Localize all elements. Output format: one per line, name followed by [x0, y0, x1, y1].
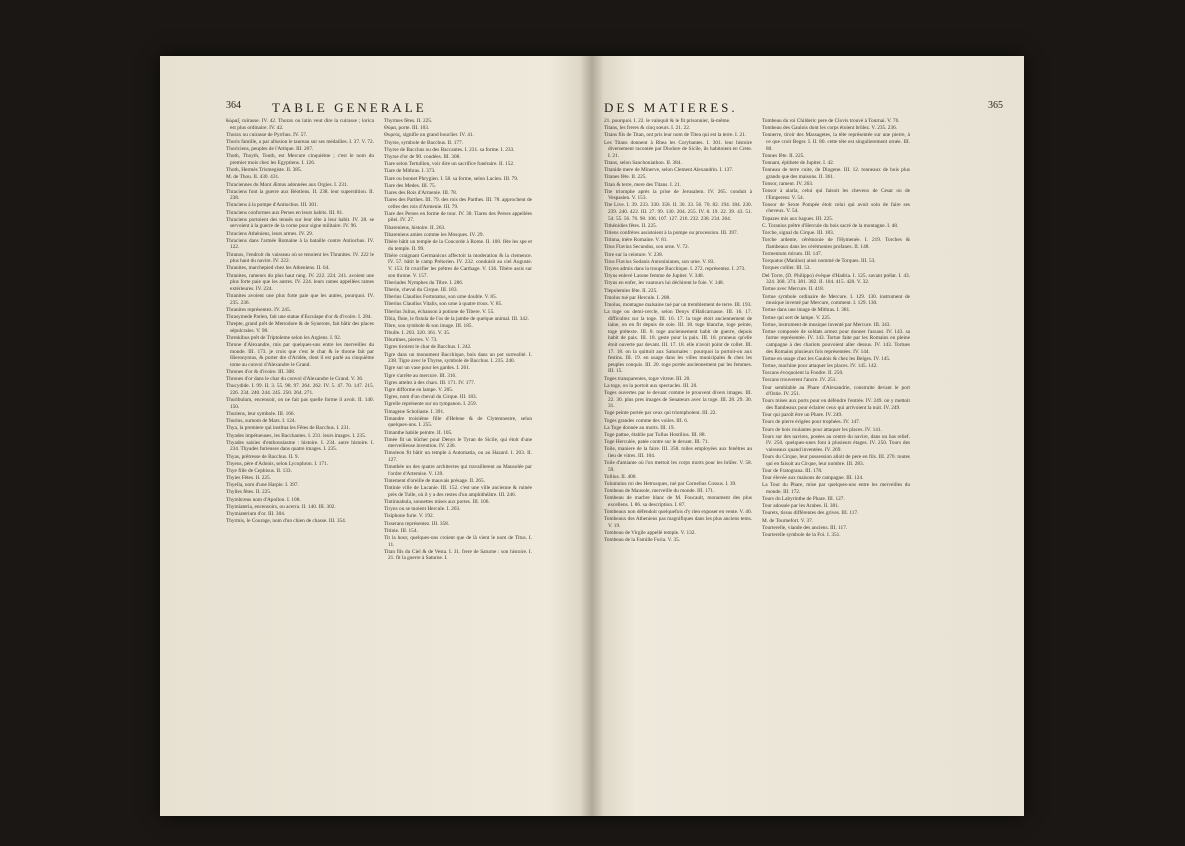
index-entry: Thyella, nom d'une Harpie. I. 397.: [226, 482, 299, 489]
index-entry: Toges transparentes, togæ vitreæ. III. 20.: [604, 375, 691, 382]
index-entry: Toge Herculée, patée contre sur le devant. III. 71.: [604, 439, 709, 446]
index-entry: Thyrse, symbole de Bacchus. II. 177.: [384, 139, 463, 146]
index-entry: Toile, maniere de la faire. III. 358. toiles employées aux fenêtres au lieu de vitres. III. 104.: [604, 446, 752, 459]
index-entry: Tit la hour, quelques-uns croient que de là vient le nom de Titus. I. 11.: [384, 534, 532, 548]
index-entry: Thylles fêtes. II. 225.: [226, 489, 272, 496]
index-entry: Titre sur la ceinture. V. 238.: [604, 251, 664, 258]
index-entry: Tityus enlevé Latone femme de Jupiter. V. 348.: [604, 273, 704, 280]
index-entry: Tibère craignant Germanicus affectoit la moderation & la clemence. IV. 57. bâtit le camp Prétorien. IV. 232. conduisit au ciel Auguste. V. 153. fit crucifier les prêtres de Carthage. V. 136. Tibère assis sur son throne. V. 157.: [384, 252, 532, 279]
index-entry: Tiberiades Nymphes du Tibre. I. 286.: [384, 279, 464, 286]
index-entry: Tonsor à alaria, celui qui faisoit les cheveux de Cesar ou de l'Empereur. V. 54.: [762, 188, 910, 201]
index-entry: Tormentum mirum. III. 147.: [762, 251, 822, 257]
index-entry: Toge peinte portée par ceux qui triomphoient. III. 22.: [604, 410, 717, 417]
index-entry: Thranos, l'endroit du vaisseau où se tenoient les Thranites. IV. 222 le plus haut du navire. IV. 222.: [226, 251, 374, 265]
index-entry: Toges grandes comme des voiles. III. 6.: [604, 417, 689, 424]
index-entry: Thoth, Thoyth, Touth, est Mercure cinquiéme ; c'est le nom du premier mois chez les Egyptiens. I. 126.: [226, 153, 374, 166]
index-entry: Tibulle. I. 203. 320. 361. V. 35.: [384, 330, 451, 337]
index-entry: Tour de Fratograna. III. 178.: [762, 467, 823, 474]
index-entry: Thoth, Hermès Trismegiste. II. 385.: [226, 167, 302, 174]
index-entry: Tigres tiroient le char de Bacchus. I. 242.: [384, 344, 472, 351]
index-entry: Tortue qui sert de lampe. V. 225.: [762, 314, 832, 321]
index-entry: Toile d'amiante où l'on mettoit les corps morts pour les brûler. V. 58. 59.: [604, 460, 752, 473]
index-entry: Tibre, son symbole & son image. III. 185.: [384, 322, 473, 329]
index-entry: Tombeau de Virgile appellé temple. V. 132.: [604, 530, 696, 537]
right-page-number: 365: [988, 100, 1003, 111]
index-entry: Tigre dans un monument Bacchique, bois dans un pot surrealité. I. 238. Tigre avec le Thyrse, symbole de Bacchus. I. 235. 240.: [384, 351, 532, 365]
index-entry: Thymiateria, encensoirs, ou acerra. II. 140. III. 302.: [226, 503, 336, 510]
index-entry: Titan fils du Ciel & de Vesta. I. 31. frere de Saturne : son histoire. I. 21. fit la guerre à Saturne. I.: [384, 548, 532, 562]
index-entry: Thranites avoient une plus forte paie que les autres, pourquoi. IV. 235. 236.: [226, 292, 374, 306]
index-entry: Threpte, grand prêt de Metrodore & de Synerote, fait bâtir des places sépulcrales. V. 98.: [226, 321, 374, 334]
index-entry: Thraciens font la guerre aux Béotiens. II. 238. leur superstition. II. 238.: [226, 188, 374, 202]
index-entry: Thrones d'or & d'ivoire. III. 308.: [226, 369, 296, 376]
index-entry: Tonsor, rameur. IV. 263.: [762, 180, 814, 187]
index-entry: Tiberius Claudius Fortunatus, son urne double. V. 85.: [384, 294, 498, 301]
index-entry: Tonnant, épithete de Jupiter. I. 42.: [762, 159, 835, 166]
index-entry: Tintement d'oreille de mauvais présage. II. 265.: [384, 478, 485, 485]
index-entry: Tite triomphe après la prise de Jerusalem. IV. 265. conduit à Vespasien. V. 153.: [604, 188, 752, 202]
index-entry: Timoleon fit bâtir un temple à Automatia, ou au Hazard. I. 203. II. 127.: [384, 450, 532, 464]
index-entry: Tombeaux non défendoit quelquefois d'y rien exposer en vente. V. 40.: [604, 509, 752, 516]
index-entry: Timandre troisiéme fille d'Helene & de Clytemnestre, selon quelques-uns. I. 255.: [384, 415, 532, 429]
index-entry: Tortue avec Mercure. II. 418.: [762, 286, 825, 293]
index-entry: Tiberius Claudius Vitalis, son urne à quatre trous. V. 85.: [384, 301, 503, 308]
index-entry: Θύρα, porte. III. 103.: [384, 125, 430, 132]
index-entry: Tours de pierre érigées pour trophées. IV. 147.: [762, 419, 861, 426]
index-entry: Tours du Labyrinthe de Phare. III. 127.: [762, 496, 845, 503]
index-entry: Tigre s'arrête au mercure. III. 316.: [384, 372, 457, 379]
index-entry: La toge ou demi-cercle, selon Denys d'Halicarnasse. III. 16. 17. difficultez sur la toge. III. 16. 17. la toge étoit anciennement de laine, on en fit depuis de soie. III. 18. toge blanche, toge peinte, toge prétexte. III. 8. toge anciennement habit de guerre, depuis habit de paix. III. 18. geste pour la paix. III. 18. pruneus qu'elle étoit ouverte par devant. III. 17. 18. elle n'avoit point de collet. III. 17. 18. on la quittoit aux Saturnales : pourquoi la portoit-on aux festins. III. 19. en usage dans les villes municipales & chez les peuples conquis. III. 20. toge portée anciennement par les femmes. III. 15.: [604, 309, 752, 375]
index-entry: Tigre difforme en lampe. V. 205.: [384, 386, 454, 393]
index-entry: Tortue composée de soldats armez pour donner l'assaut. IV. 143. sa forme représentée. IV. 143. Tortue faite par les Romains en pleine campagne à des chariots pouvoient aller dessus. IV. 143. Tortues des Romains plusieurs fois représentées. IV. 144.: [762, 328, 910, 355]
left-page-number: 364: [226, 100, 241, 111]
index-entry: La Tour du Phare, mise par quelques-uns entre les merveilles du monde. III. 172.: [762, 482, 910, 495]
index-entry: Toscans évoquoient la Foudre. II. 250.: [762, 370, 844, 377]
index-entry: Tmolus, montagne malsaine tué par un tremblement de terre. III. 193.: [604, 301, 752, 308]
index-entry: Tortue, machine pour attaquer les places. IV. 145. 142.: [762, 363, 878, 370]
index-entry: Torques collier. III. 53.: [762, 265, 811, 272]
index-entry: Thucydide. I. 99. II. 3. 55. 98. 97. 264. 262. IV. 5. 47. 70. 147. 215. 226. 234. 240. 244. 245. 250. 264. 271.: [226, 383, 374, 396]
left-running-title: TABLE GENERALE: [272, 100, 427, 115]
index-entry: Tiburtines, pierres. V. 73.: [384, 337, 438, 344]
index-entry: Tonsor de Sexte Pompée étoit celui qui avoit soin de faire ses cheveux. V. 54.: [762, 201, 910, 215]
index-entry: Tibareniens amies comme les Mosques. IV. 29.: [384, 231, 484, 238]
index-entry: Thymbræus nom d'Apollon. I. 108.: [226, 496, 301, 503]
index-entry: Tours de bois roulantes pour attaquer les places. IV. 141.: [762, 426, 882, 433]
index-entry: Throne d'Alexandre, mis par quelques-uns entre les merveilles du monde. III. 173. je crois que c'est le char & le throne fait par Hieronymus, & porter dre d'Aridée, dont il est parlé au cinquiéme tome au convoi d'Alexandre le Grand.: [226, 342, 374, 368]
index-entry: Thya, la premiere qui institua les Fêtes de Bacchus. I. 231.: [226, 425, 351, 432]
index-entry: M. de Thou. II. 430. 431.: [226, 174, 280, 181]
index-entry: C. Toranius prêtre d'Hercule du bois sacré de la montagne. I. 48.: [762, 222, 899, 229]
index-entry: Tiare des Perses en forme de tour. IV. 30. Tiares des Perses appellées pilei. IV. 27.: [384, 210, 532, 224]
index-entry: Tourets, tissus différentes des grives. III. 117.: [762, 510, 859, 517]
index-entry: M. de Tournefort. V. 37.: [762, 517, 814, 524]
index-entry: Thorax ou cuirasse de Pyrrhus. IV. 57.: [226, 131, 308, 138]
index-entry: Tisserans représentez. III. 358.: [384, 520, 450, 527]
index-entry: Tour élevée aux maisons de campagne. III. 124.: [762, 475, 864, 482]
index-entry: Tollius. II. 400.: [604, 473, 637, 480]
index-entry: Tiberius Julius, échanson à potione de Tibere. V. 55.: [384, 308, 495, 315]
index-entry: Tiryns ou se tuoient Hercule. I. 203.: [384, 506, 461, 513]
index-entry: Tigrelle représente sur un tympanon. I. 259.: [384, 401, 477, 408]
index-entry: Tityres admis dans la troupe Bacchique. I. 272. représentez. I. 273.: [604, 265, 746, 272]
left-column-2: [384, 118, 532, 563]
index-entry: Toge pattue, établie par Tullus Hostilius. III. 88.: [604, 431, 706, 438]
index-entry: Timée fit un bûcher pour Denys le Tyran de Sicile, qui étoit d'une merveilleuse invention. IV. 236.: [384, 436, 532, 450]
index-entry: Tite Live. I. 39. 233. 330. 358. II. 30. 33. 56. 70. 82. 194. 184. 230. 239. 240. 422. III. 27. 99. 130. 204. 255. IV. 8. 19. 22. 39. 43. 51. 54. 55. 56. 76. 98. 106. 107. 127. 216. 232. 238. 234. 264.: [604, 202, 752, 222]
index-entry: Timanthe habile peintre. II. 105.: [384, 429, 453, 436]
index-entry: La toge, on la portoit aux spectacles. III. 20.: [604, 382, 698, 389]
index-entry: Thrasymede Parien, fait une statue d'Esculape d'or & d'ivoire. I. 284.: [226, 313, 372, 320]
index-entry: 21. pourquoi. I. 22. le vainquit & le fit prisonnier, là-même.: [604, 118, 731, 124]
index-entry: Tiares des Parthes. III. 79. des rois des Parthes. III. 78. approchent de celles des rois d'Armenie. III. 79.: [384, 197, 532, 210]
index-entry: Tolumnius roi des Hetrusques, tué par Cornelius Cossus. I. 39.: [604, 481, 737, 488]
index-entry: Thyas, prêtresse de Bacchus. II. 9.: [226, 453, 299, 460]
index-entry: Thranites, rameurs du plus haut rang. IV. 222. 224. 241. avoient une plus forte paie que les autres. IV. 224. leurs rames appellées rames extérieures. IV. 224.: [226, 272, 374, 292]
index-entry: Titiens confrères assistoient à la pompe ou procession. III. 397.: [604, 230, 738, 237]
index-entry: Tithénidies fêtes. II. 225.: [604, 222, 658, 229]
index-entry: Tourterelle, viande des anciens. III. 117.: [762, 524, 848, 531]
index-entry: Thoriciens, peuples de l'Attique. III. 207.: [226, 146, 314, 153]
index-entry: Tombeau de Mausole, merveille du monde. III. 171.: [604, 488, 715, 495]
index-entry: Thrones d'or dans le char du convoi d'Alexandre le Grand. V. 36.: [226, 376, 364, 383]
index-entry: La Toge donnée au morts. III. 19.: [604, 424, 675, 431]
index-entry: Les Titans donnent à Rhea les Corybantes. I. 301. leur histoire diversement racontée par Diodore de Sicile, ils habitoient en Crete. I. 21.: [604, 139, 752, 159]
index-entry: Tombeau du roi Childeric pere de Clovis trouvé à Tournai. V. 76.: [762, 118, 900, 124]
index-entry: Thurius, surnom de Mars. I. 124.: [226, 418, 296, 425]
index-entry: Titinna, mère Romaine. V. 81.: [604, 237, 668, 244]
index-entry: Thraciens portoient des tenuës sur leur tête à leur habit. IV. 28. se servoient à la guerre de la corne pour signe militaire. IV. 96.: [226, 216, 374, 230]
index-entry: Tour semblable au Phare d'Alexandrie, construite devant le port d'Ostie. IV. 251.: [762, 384, 910, 398]
index-entry: Thuribulum, encensoir, on ne fait pas quelle forme il avoit. II. 140. 150.: [226, 397, 374, 410]
index-entry: Thoris famille, a par allusion le taureau sur ses médailles. I. 37. V. 72.: [226, 138, 374, 145]
index-entry: Tour qui paroît être un Phare. IV. 249.: [762, 412, 843, 419]
index-entry: Tortue, instrument de musique inventé par Mercure. III. 343.: [762, 321, 891, 328]
index-entry: θώραξ cuirasse. IV. 42. Thorax ou latin veut dire la cuirasse ; lorica est plus ordinaire. IV. 42.: [226, 118, 374, 131]
index-entry: Thraciens conformes aux Perses en leurs habits. III. 81.: [226, 209, 344, 216]
index-entry: Tigre sur un vase pour les gardes. I. 261.: [384, 365, 471, 372]
index-entry: Tours sur des navires, posées au centre du navire, dans un bas relief. IV. 250. quelques-unes font à plusieurs étages. IV. 250. Tours des vaisseaux quand inventées. IV. 269.: [762, 433, 910, 453]
right-page: [592, 56, 1024, 816]
index-entry: Thraciens dans l'armée Romaine à la bataille contre Antiochus. IV. 122.: [226, 237, 374, 251]
index-entry: Tigres attelez à des chars. III. 171. IV. 177.: [384, 379, 476, 386]
index-entry: Thyades impétueuses, les Bacchantes. I. 231. leurs images. I. 235.: [226, 432, 367, 439]
index-entry: Thranites représentez. IV. 245.: [226, 306, 291, 313]
index-entry: Thraciennes du Mont Æmus adonnées aux Orgies. I. 231.: [226, 181, 348, 188]
index-entry: Tourterelle symbole de la Foi. I. 351.: [762, 531, 841, 538]
index-entry: Tombeau de la Famille Furia. V. 35.: [604, 537, 681, 544]
index-entry: Thyrmis, le Courage, nom d'un chien de chasse. III. 354.: [226, 518, 347, 525]
index-entry: Tlepolemies fête. II. 225.: [604, 287, 658, 294]
index-entry: Torche ardente, cérémonie de l'Hymenée. I. 219. Torches & flambeaux dans les cérémonies profanes. II. 148.: [762, 237, 910, 250]
index-entry: Thyrse d'or de 90. coudées. III. 308.: [384, 153, 461, 160]
index-entry: Thyies Fêtes. II. 225.: [226, 475, 272, 482]
index-entry: Tiares des Rois d'Armenie. III. 78.: [384, 189, 458, 196]
left-page: [160, 56, 592, 816]
index-entry: Torquatus (Manlius) ainsi nommé de Torques. III. 53.: [762, 258, 876, 265]
index-entry: Tibère bâtit un temple de la Concorde à Rome. II. 100. fête les spe et du temple. II. 99.: [384, 239, 532, 252]
index-entry: Tibareniens, histoire. II. 263.: [384, 224, 446, 231]
index-entry: Tiberie, cheval du Cirque. III. 183.: [384, 286, 458, 293]
index-entry: Thuriens, leur symbole. III. 166.: [226, 410, 295, 417]
index-entry: Titus Flavius Sodanis Antoninianes, son urne. V. 83.: [604, 258, 715, 265]
index-entry: Tiare selon Tertullien, voir dire un sacrifice funéraire. II. 152.: [384, 161, 515, 168]
index-entry: Tmolus tué par Hercule. I. 208.: [604, 294, 671, 301]
index-entry: Titanide mere de Minerve, selon Clement Alexandrin. I. 137.: [604, 167, 734, 174]
index-entry: Titanes fête. II. 225.: [604, 174, 647, 181]
index-entry: Thyades saisies d'enthousiasme : histoire. I. 234. autre histoire. I. 234. Thyades furieuses dans quatre images. I. 235.: [226, 439, 374, 453]
index-entry: Tortue symbole ordinaire de Mercure. I. 129. 130. instrument de musique inventé par Mercure, comment. I. 129. 130.: [762, 293, 910, 307]
index-entry: Timagene Scholiaste. I. 391.: [384, 408, 445, 415]
index-entry: Tisiphone furie. V. 192.: [384, 513, 434, 520]
index-entry: Tonnerre, tiroir des Massagetes, la tête représentée sur une pierre, à ce que croit Beger. I. II. 80. cette tête est singulierement ornée. III. 80.: [762, 132, 910, 152]
index-entry: Thye fille de Cephisus. II. 133.: [226, 467, 292, 474]
book-spread: [160, 56, 1024, 816]
index-entry: Thyrmes fêtes. II. 225.: [384, 118, 433, 124]
index-entry: Titus Flavius Secundus, son urne. V. 72.: [604, 244, 689, 251]
index-entry: Tombeau des Gaulois dont les corps étoient brûlez. V. 235. 236.: [762, 125, 898, 132]
right-column-2: [762, 118, 910, 539]
index-entry: Titan & terre, mere des Titans. I. 21.: [604, 181, 682, 188]
index-entry: Tortue en usage chez les Gaulois & chez les Belges. IV. 145.: [762, 355, 891, 362]
index-entry: Titinie. III. 154.: [384, 527, 418, 534]
index-entry: Tortue dans une image de Mithras. I. 381.: [762, 307, 851, 314]
index-entry: Tibia, flute, le fistula de l'os de la jambe de quelque animal. III. 342.: [384, 315, 529, 322]
index-entry: Tombeaux des Atheniens pas magnifiques dans les plus anciens tems. V. 19.: [604, 516, 752, 529]
index-entry: Topazes mis aux bagues. III. 225.: [762, 215, 834, 222]
index-entry: Tombeau de marbre blanc de M. Foucault, monument des plus excellens. I. 86. sa description. I. 87.: [604, 495, 752, 509]
index-entry: Del Torre, (D. Philippo) évêque d'Hadria. I. 125. savant prélat. I. 43. 324. 368. 374. 381. 382. II. 104. 415. 420. V. 32.: [762, 272, 910, 286]
index-entry: Tintinie ville de Lucanie. III. 152. c'est une ville ancienne & ruinée près de Tulle, où il y a des restes d'un amphithéâtre. III. 246.: [384, 485, 532, 498]
index-entry: Tiare de Mithras. I. 373.: [384, 168, 436, 175]
index-entry: Tigres, nom d'un cheval du Cirque. III. 183.: [384, 394, 478, 401]
index-entry: Thyeus, père d'Adonis, selon Lycophron. I. 171.: [226, 460, 329, 467]
index-entry: Thyrse de Bacchus ou des Baccantes. I. 231. sa forme. I. 233.: [384, 146, 515, 153]
index-entry: Tiare des Medes. III. 75.: [384, 182, 437, 189]
index-entry: Tours du Cirque, leur possession alloit de pere en fils. III. 270. toutes qui en faisoit au Cirque, leur nombre. III. 283.: [762, 454, 910, 467]
index-entry: Toscans trouverent l'ancre. IV. 251.: [762, 377, 837, 384]
index-entry: Threskibus prêt de Triptoleme selon les Argiens. I. 92.: [226, 334, 342, 341]
index-entry: Titans, selon Sanchoniathon. II. 384.: [604, 159, 682, 166]
index-entry: Titans fils de Titan, ont pris leur nom de Titea qui est la terre. I. 21.: [604, 132, 747, 139]
left-column-1: [226, 118, 374, 525]
index-entry: Tour adossée par les Arabes. II. 381.: [762, 503, 840, 510]
index-entry: Toges ouvertes par le devant comme le prouvent divers images. III. 22. 30. plus pres images de Senateurs avec la toge. III. 28. 29. 30. 31.: [604, 390, 752, 410]
index-entry: Timothée un des quatre architectes qui travaillerent au Mausolée par l'ordre d'Artemise. V. 139.: [384, 464, 532, 477]
index-entry: Tours mises aux ports pour en défendre l'entrée. IV. 249. on y mettoit des flambeaux pour éclairer ceux qui arrivoient la nuit. IV. 249.: [762, 398, 910, 411]
right-running-title: DES MATIERES.: [604, 100, 738, 115]
index-entry: Tonnes fête. II. 225.: [762, 152, 805, 159]
index-entry: Thraciens à la pompe d'Antiochus. III. 301.: [226, 202, 319, 209]
index-entry: Thymiaterium d'or. III. 304.: [226, 511, 286, 517]
right-column-1: [604, 118, 752, 545]
index-entry: Tityus en enfer, les vautours lui déchirent le foie. V. 148.: [604, 280, 725, 287]
index-entry: Thranites, marchepied chez les Atheniens. II. 64.: [226, 265, 330, 272]
index-entry: Torche, signal du Cirque. III. 183.: [762, 230, 835, 237]
index-entry: Thraciens Athéniens, leurs armes. IV. 29.: [226, 230, 314, 237]
index-entry: Titans, les freres & cinq sœurs. I. 21. 22.: [604, 125, 691, 132]
index-entry: Tiare ou bonnet Phrygien. I. 58. sa forme, selon Lucien. III. 79.: [384, 175, 519, 182]
index-entry: Θυρεός, signifie un grand bouclier. IV. 41.: [384, 132, 474, 139]
index-entry: Tonneau de terre cuite, de Diogene. III. 12. tonneaux de bois plus grands que des maisons. II. 361.: [762, 167, 910, 180]
index-entry: Tintinnabula, sonnettes mises aux portes. III. 106.: [384, 499, 490, 505]
